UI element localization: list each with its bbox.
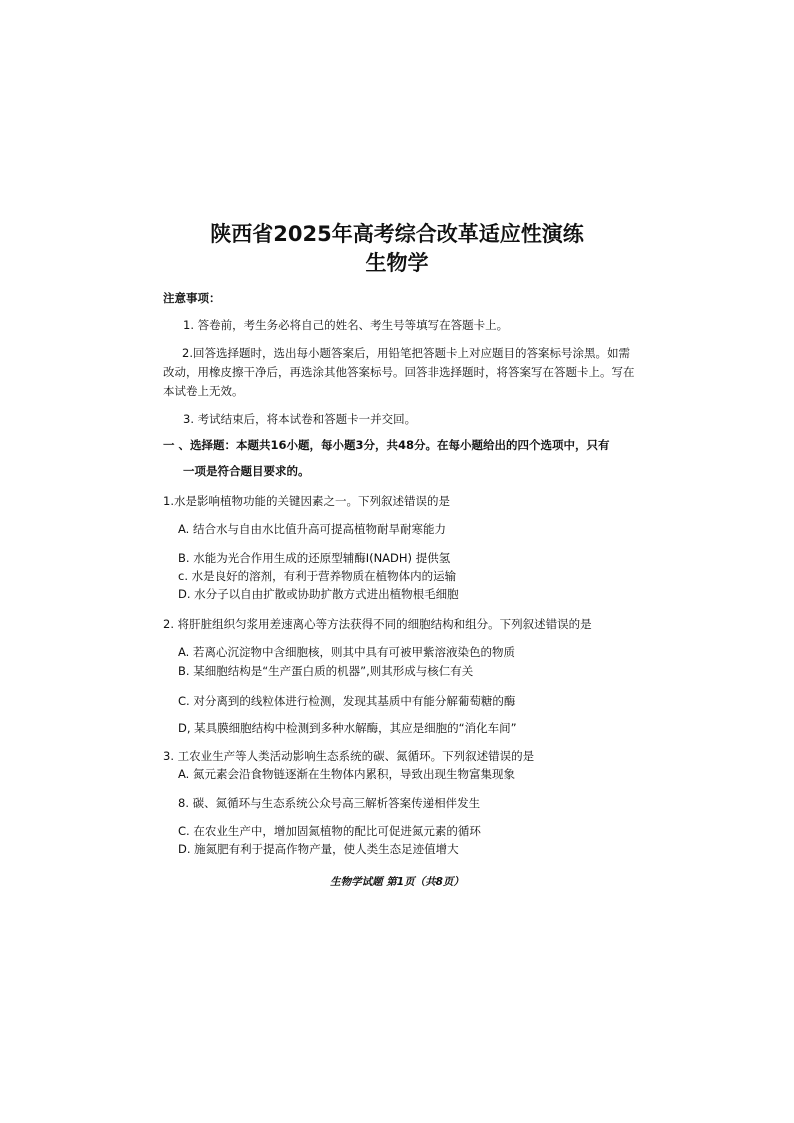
question-3-option-b: 8. 碳、氮循环与生态系统公众号高三解析答案传递相伴发生 <box>178 796 481 810</box>
question-2-option-b: B. 某细胞结构是“生产蛋白质的机器”,则其形成与核仁有关 <box>178 664 474 678</box>
notice-heading: 注意事项： <box>163 291 221 305</box>
question-3-stem: 3. 工农业生产等人类活动影响生态系统的碳、氮循环。下列叙述错误的是 <box>163 749 535 763</box>
notice-item-2: 2.回答选择题时，选出每小题答案后，用铅笔把答题卡上对应题目的答案标号涂黑。如需改动，用橡皮擦干净后，再选涂其他答案标号。回答非选择题时，将答案写在答题卡上。写在本试卷上无效。 <box>163 346 635 398</box>
notice-item-3: 3. 考试结束后，将本试卷和答题卡一并交回。 <box>183 412 417 426</box>
question-3-option-a: A. 氮元素会沿食物链逐渐在生物体内累积，导致出现生物富集现象 <box>178 767 515 781</box>
question-1-option-d: D. 水分子以自由扩散或协助扩散方式进出植物根毛细胞 <box>178 587 459 601</box>
subject-title: 生物学 <box>365 251 429 275</box>
question-3-option-d: D. 施氮肥有利于提高作物产量，使人类生态足迹值增大 <box>178 842 459 856</box>
question-2-option-d: D, 某具膜细胞结构中检测到多种水解酶，其应是细胞的“消化车间” <box>178 721 517 735</box>
question-1-option-b: B. 水能为光合作用生成的还原型辅酶I(NADH) 提供氢 <box>178 551 451 565</box>
section-heading-line2: 一项是符合题目要求的。 <box>183 464 310 478</box>
question-1-stem: 1.水是影响植物功能的关键因素之一。下列叙述错误的是 <box>163 494 450 508</box>
section-heading-line1: 一 、选择题：本题共16小题，每小题3分，共48分。在每小题给出的四个选项中，只有 <box>163 438 610 452</box>
question-2-option-a: A. 若离心沉淀物中含细胞核，则其中具有可被甲紫溶液染色的物质 <box>178 645 515 659</box>
question-1-option-c: c. 水是良好的溶剂，有利于营养物质在植物体内的运输 <box>178 569 457 583</box>
question-3-option-c: C. 在农业生产中，增加固氮植物的配比可促进氮元素的循环 <box>178 824 481 838</box>
exam-title: 陕西省2025年高考综合改革适应性演练 <box>210 222 584 246</box>
page-footer: 生物学试题 第1页（共8页） <box>330 876 464 888</box>
question-2-option-c: C. 对分离到的线粒体进行检测，发现其基质中有能分解葡萄糖的酶 <box>178 694 516 708</box>
question-2-stem: 2. 将肝脏组织匀浆用差速离心等方法获得不同的细胞结构和组分。下列叙述错误的是 <box>163 617 592 631</box>
notice-item-1: 1. 答卷前，考生务必将自己的姓名、考生号等填写在答题卡上。 <box>183 318 509 332</box>
question-1-option-a: A. 结合水与自由水比值升高可提高植物耐旱耐寒能力 <box>178 522 446 536</box>
